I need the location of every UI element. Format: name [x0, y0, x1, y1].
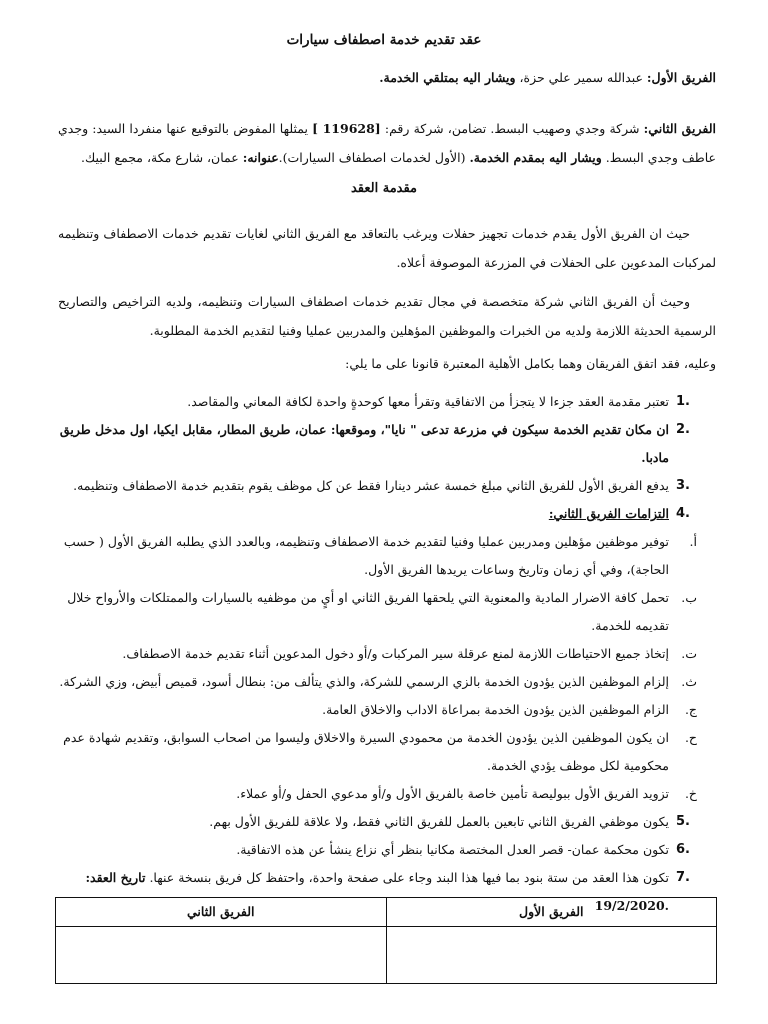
- contract-date: 19/2/2020.: [594, 898, 669, 913]
- clause-number: 4.: [676, 506, 690, 521]
- second-party-role: ويشار اليه بمقدم الخدمة.: [469, 150, 602, 165]
- clause-number: 6.: [676, 842, 690, 857]
- obligation-text: تحمل كافة الاضرار المادية والمعنوية التي يلحقها الفريق الثاني او أيٍ من موظفيه بالسيارات والممتلكات والأرواح خلال تقديمه للخدمة.: [67, 590, 669, 633]
- clause-5: [58, 808, 716, 836]
- second-party-label: الفريق الثاني:: [643, 121, 717, 136]
- obligation-item: [58, 724, 697, 780]
- first-party-name: عبدالله سمير علي حزة،: [515, 70, 647, 85]
- first-party-signature-header: الفريق الأول: [386, 898, 717, 927]
- clause-text: ان مكان تقديم الخدمة سيكون في مزرعة تدعى " نايا"، وموقعها: عمان، طريق المطار، مقابل ايكيا، اول مدخل طريق مادبا.: [59, 422, 669, 465]
- second-party-signature-box: [56, 927, 387, 984]
- clause-2: [58, 416, 716, 472]
- clause-number: 2.: [676, 422, 690, 437]
- clause-text: تعتبر مقدمة العقد جزءا لا يتجزأ من الاتفاقية وتقرأ معها كوحدةٍ واحدة لكافة المعاني والمقاصد.: [187, 394, 669, 409]
- obligation-item: [58, 780, 697, 808]
- intro-heading: مقدمة العقد: [350, 181, 418, 196]
- clause-1: [58, 388, 716, 416]
- contract-date-label: تاريخ العقد:: [85, 870, 146, 885]
- second-party-trade-name: (الأول لخدمات اصطفاف السيارات).: [278, 150, 470, 165]
- first-party-label: الفريق الأول:: [646, 70, 716, 85]
- obligation-item: [58, 640, 697, 668]
- obligation-item: [58, 696, 697, 724]
- obligation-item: [58, 584, 697, 640]
- obligation-text: الزام الموظفين الذين يؤدون الخدمة بمراعاة الاداب والاخلاق العامة.: [322, 702, 669, 717]
- intro-paragraph-3: وعليه، فقد اتفق الفريقان وهما بكامل الأهلية المعتبرة قانونا على ما يلي:: [345, 356, 716, 371]
- obligation-letter: خ.: [684, 786, 697, 801]
- first-party: [58, 70, 716, 85]
- obligation-text: إتخاذ جميع الاحتياطات اللازمة لمنع عرقلة سير المركبات و/أو دخول المدعوين أثناء تقديم خدمة الاصطفاف.: [122, 646, 669, 661]
- first-party-role: ويشار اليه بمتلقي الخدمة.: [379, 70, 516, 85]
- obligation-letter: ب.: [681, 590, 697, 605]
- intro-paragraph-1: حيث ان الفريق الأول يقدم خدمات تجهيز حفلات ويرغب بالتعاقد مع الفريق الثاني لغايات تقديم خدمات الاصطفاف وتنظيمه لمركبات المدعوين على الحفلات في المزرعة الموصوفة أعلاه.: [58, 226, 716, 270]
- clause-number: 1.: [676, 394, 690, 409]
- obligation-letter: ث.: [681, 674, 697, 689]
- signature-table: [55, 897, 717, 984]
- second-party: [58, 114, 716, 172]
- obligation-letter: ج.: [684, 702, 697, 717]
- obligation-item: [58, 528, 697, 584]
- clause-number: 5.: [676, 814, 690, 829]
- obligation-item: [58, 668, 697, 696]
- second-party-address-label: عنوانه:: [242, 150, 279, 165]
- intro-paragraph-2: وحيث أن الفريق الثاني شركة متخصصة في مجال تقديم خدمات اصطفاف السيارات وتنظيمه، ولديه التراخيص والتصاريح الرسمية الحديثة اللازمة ولديه من الخبرات والموظفين المؤهلين والمدربين عمليا وفنيا لتقديم الخدمة المطلوبة.: [58, 294, 716, 338]
- clause-3: [58, 472, 716, 500]
- second-party-obligations: [58, 528, 697, 808]
- second-party-signature-header: الفريق الثاني: [56, 898, 387, 927]
- first-party-signature-box: [386, 927, 717, 984]
- obligation-text: ان يكون الموظفين الذين يؤدون الخدمة من محمودي السيرة والاخلاق وليسوا من اصحاب السوابق، وتقديم شهادة عدم محكومية لكل موظف يؤدي الخدمة.: [63, 730, 669, 773]
- clause-text: يدفع الفريق الأول للفريق الثاني مبلغ خمسة عشر دينارا فقط عن كل موظف يقوم بتقديم خدمة الاصطفاف وتنظيمه.: [73, 478, 669, 493]
- clause-4-heading: التزامات الفريق الثاني:: [548, 506, 669, 521]
- obligation-text: إلزام الموظفين الذين يؤدون الخدمة بالزي الرسمي للشركة، والذي يتألف من: بنطال أسود، قميص أبيض، وزي الشركة.: [59, 674, 669, 689]
- obligation-text: تزويد الفريق الأول ببوليصة تأمين خاصة بالفريق الأول و/أو مدعوي الحفل و/أو عملاء.: [236, 786, 669, 801]
- second-party-company: شركة وجدي وصهيب البسط. تضامن، شركة رقم:: [380, 121, 644, 136]
- document-title: عقد تقديم خدمة اصطفاف سيارات: [286, 32, 482, 48]
- obligation-letter: ح.: [684, 730, 697, 745]
- obligation-letter: ت.: [681, 646, 697, 661]
- clause-text: تكون محكمة عمان- قصر العدل المختصة مكانيا بنظر أي نزاع ينشأ عن هذه الاتفاقية.: [236, 842, 669, 857]
- clause-text: يكون موظفي الفريق الثاني تابعين بالعمل للفريق الثاني فقط، ولا علاقة للفريق الأول بهم.: [209, 814, 669, 829]
- second-party-representative: يمثلها المفوض بالتوقيع عنها منفردا السيد: وجدي عاطف وجدي البسط.: [58, 121, 716, 165]
- clause-number: 3.: [676, 478, 690, 493]
- obligation-text: توفير موظفين مؤهلين ومدربين عمليا وفنيا لتقديم خدمة الاصطفاف وتنظيمه، وبالعدد الذي يطلبه الفريق الأول ( حسب الحاجة)، وفي أي زمان وتاريخ وساعات يريدها الفريق الأول.: [63, 534, 669, 577]
- clause-text: تكون هذا العقد من ستة بنود بما فيها هذا البند وجاء على صفحة واحدة، واحتفظ كل فريق بنسخة عنها.: [145, 870, 669, 885]
- clause-6: [58, 836, 716, 864]
- clause-number: 7.: [676, 870, 690, 885]
- obligation-letter: أ.: [689, 534, 697, 549]
- clauses-list: [58, 388, 716, 920]
- company-registration-number: [ 119628]: [312, 121, 381, 136]
- second-party-address: عمان، شارع مكة، مجمع البيك.: [81, 150, 243, 165]
- clause-4: [58, 500, 716, 808]
